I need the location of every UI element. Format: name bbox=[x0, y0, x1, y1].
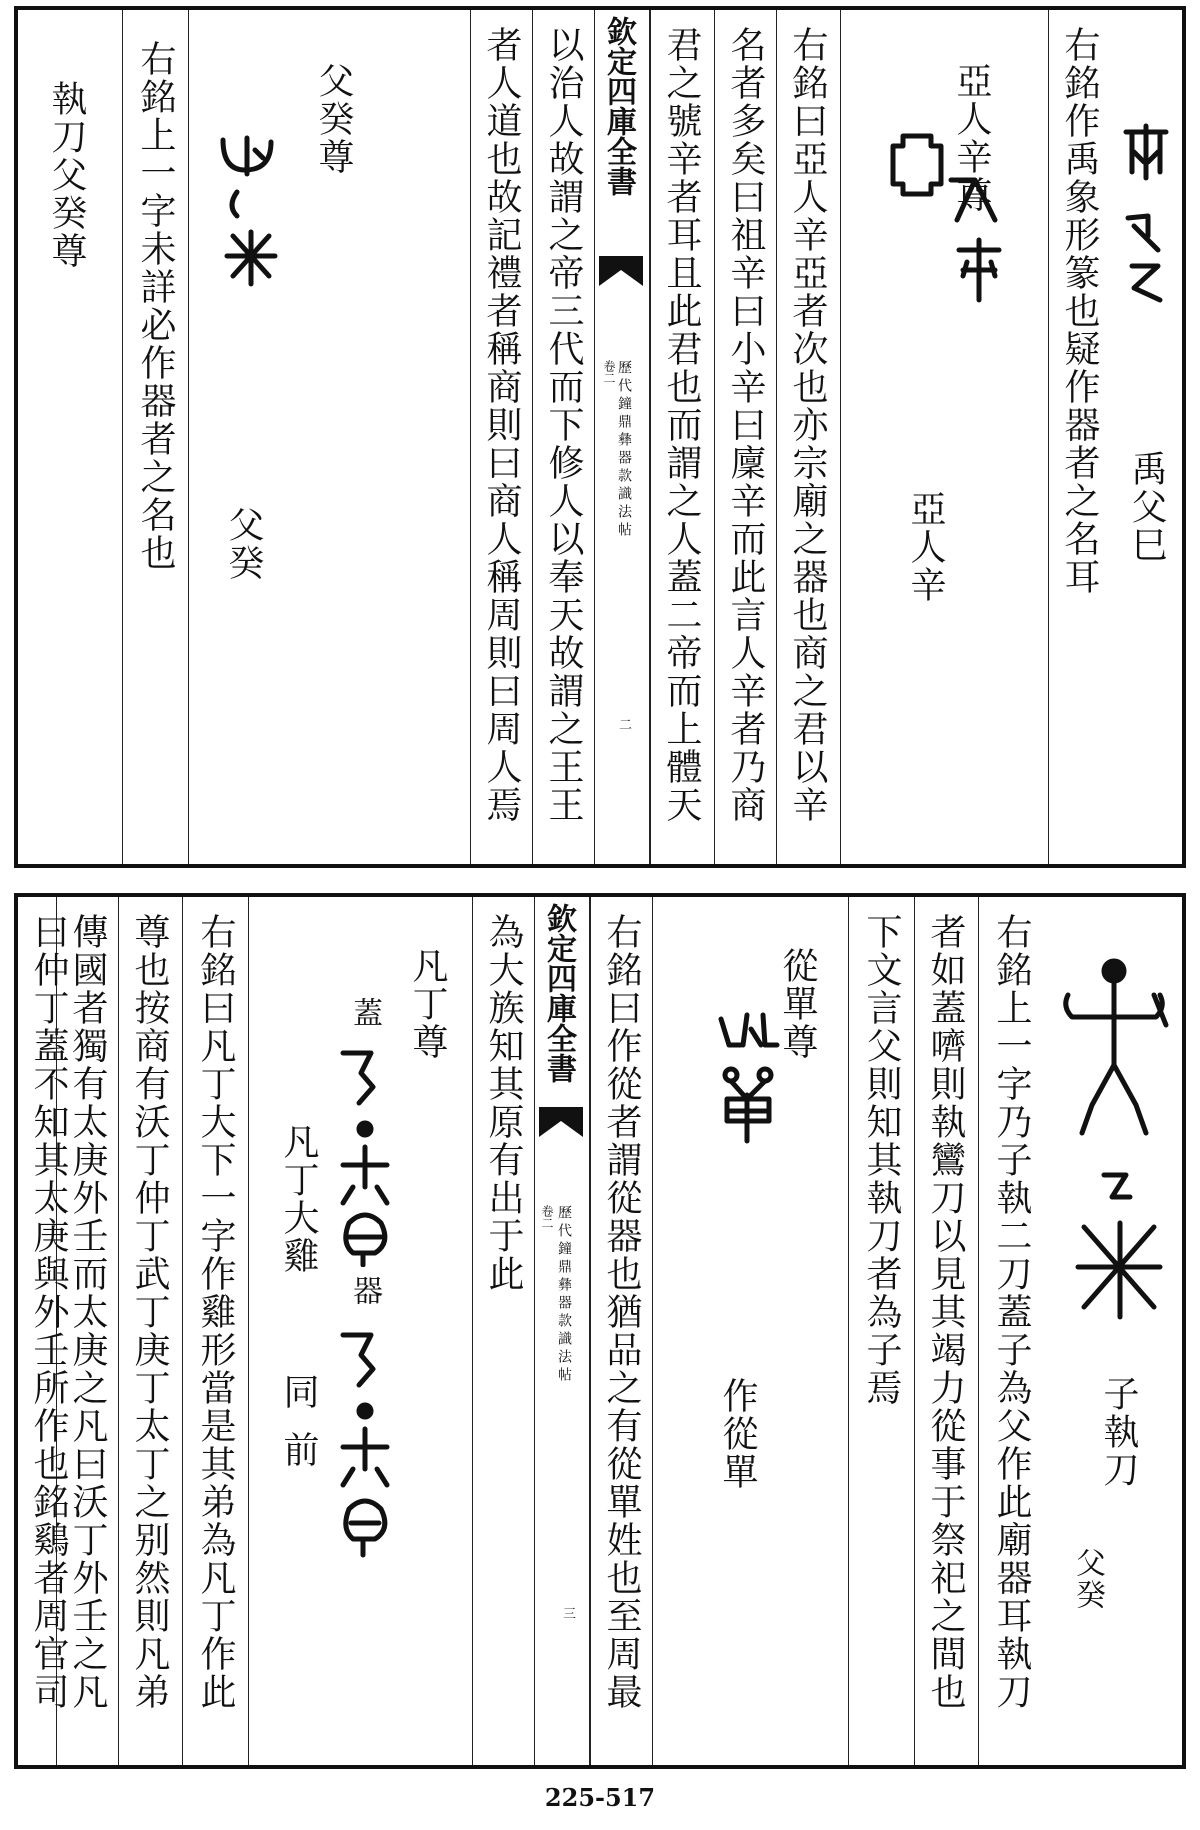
label-ya-ren-xin: 亞人辛 bbox=[905, 490, 946, 604]
seal-glyph-fanding-lid bbox=[329, 1047, 399, 1271]
label-yu-fu-ji: 禹父巳 bbox=[1126, 450, 1167, 564]
book-subtitle: 歷代鐘鼎彝器款識法帖 bbox=[556, 1205, 572, 1385]
column-zhidao-title bbox=[18, 10, 122, 864]
label-same-as-above: 同前 bbox=[278, 1373, 319, 1489]
label-zuo-cong-dan: 作從單 bbox=[717, 1377, 758, 1491]
top-page bbox=[14, 6, 1186, 868]
book-title: 欽定四庫全書 bbox=[541, 903, 576, 1083]
column-fugui-zun bbox=[188, 10, 470, 864]
column-text bbox=[848, 897, 914, 1765]
seal-glyph-ren-xin bbox=[941, 170, 1011, 314]
vessel-title: 凡丁尊 bbox=[407, 947, 448, 1061]
text-line: 傳國者獨有太庚外壬而太庚之凡曰沃丁外壬之凡 bbox=[67, 913, 108, 1711]
leaf-number: 三 bbox=[563, 1607, 577, 1622]
label-lid: 蓋 bbox=[347, 997, 382, 1029]
seal-glyph-zuo-cong bbox=[713, 1005, 783, 1069]
fishtail-mark bbox=[599, 256, 643, 286]
column-text bbox=[1048, 10, 1110, 864]
column-text bbox=[182, 897, 248, 1765]
label-fu-gui: 父癸 bbox=[1070, 1547, 1105, 1611]
text-line: 者如蓋嚌則執鸞刀以見其竭力從事于祭祀之間也 bbox=[925, 913, 966, 1711]
book-title: 欽定四庫全書 bbox=[601, 16, 636, 196]
column-yaren-xin bbox=[840, 10, 1048, 864]
label-fanding-daji: 凡丁大雞 bbox=[278, 1123, 319, 1275]
vessel-title: 父癸尊 bbox=[313, 62, 354, 176]
text-line: 以治人故謂之帝三代而下修人以奉天故謂之王王 bbox=[543, 26, 584, 824]
seal-glyph-dan bbox=[713, 1065, 783, 1149]
column-zi-zhidao bbox=[1044, 897, 1182, 1765]
vessel-title: 亞人辛尊 bbox=[951, 62, 992, 214]
label-zi-zhidao: 子執刀 bbox=[1098, 1375, 1139, 1489]
column-text bbox=[978, 897, 1044, 1765]
seal-glyph-yu bbox=[1120, 122, 1172, 186]
column-text bbox=[122, 10, 188, 864]
column-text bbox=[472, 897, 534, 1765]
leaf-number: 二 bbox=[619, 718, 633, 733]
fishtail-mark bbox=[539, 1107, 583, 1137]
page-number: 225-517 bbox=[544, 1783, 656, 1812]
column-text bbox=[714, 10, 776, 864]
text-line: 右銘作禹象形篆也疑作器者之名耳 bbox=[1059, 26, 1100, 596]
text-line: 君之號辛者耳且此君也而謂之人蓋二帝而上體天 bbox=[661, 26, 702, 824]
column-yu-label bbox=[1110, 10, 1182, 864]
text-line: 右銘曰亞人辛亞者次也亦宗廟之器也商之君以辛 bbox=[787, 26, 828, 824]
text-line: 者人道也故記禮者稱商則曰商人稱周則曰周人焉 bbox=[481, 26, 522, 824]
text-line: 右銘曰凡丁大下一字作雞形當是其弟為凡丁作此 bbox=[195, 913, 236, 1711]
volume-label: 卷二 bbox=[602, 360, 616, 384]
bottom-page bbox=[14, 893, 1186, 1769]
vessel-title: 執刀父癸尊 bbox=[46, 80, 87, 270]
column-text bbox=[650, 10, 714, 864]
seal-glyph-fanding-vessel bbox=[329, 1329, 399, 1563]
volume-label: 卷二 bbox=[540, 1205, 554, 1229]
seal-glyph-fu-gui bbox=[223, 186, 283, 300]
seal-glyph-fu-ji bbox=[1118, 210, 1174, 314]
seal-glyph-fu-gui bbox=[1064, 1167, 1174, 1341]
column-text bbox=[532, 10, 594, 864]
column-text bbox=[914, 897, 978, 1765]
vessel-title: 從單尊 bbox=[777, 947, 818, 1061]
label-fu-gui: 父癸 bbox=[223, 506, 264, 582]
column-fanding-zun bbox=[248, 897, 472, 1765]
column-text bbox=[470, 10, 532, 864]
text-line: 尊也按商有沃丁仲丁武丁庚丁太丁之别然則凡弟 bbox=[129, 913, 170, 1711]
column-text bbox=[776, 10, 840, 864]
seal-glyph-ya-frame bbox=[887, 130, 947, 204]
seal-glyph-zhi-dao bbox=[215, 130, 285, 194]
text-line: 右銘上一字未詳必作器者之名也 bbox=[135, 40, 176, 572]
text-line: 名者多矣曰祖辛曰小辛曰廩辛而此言人辛者乃商 bbox=[725, 26, 766, 824]
text-line: 下文言父則知其執刀者為子焉 bbox=[861, 913, 902, 1407]
column-text bbox=[590, 897, 652, 1765]
text-line: 右銘曰作從者謂從器也猶品之有從單姓也至周最 bbox=[601, 913, 642, 1711]
fold-band bbox=[534, 897, 590, 1765]
column-text bbox=[0, 897, 69, 1765]
column-text bbox=[118, 897, 182, 1765]
text-line: 為大族知其原有出于此 bbox=[483, 913, 524, 1293]
label-vessel: 器 bbox=[347, 1275, 382, 1307]
column-congdan-zun bbox=[652, 897, 848, 1765]
fold-band bbox=[594, 10, 650, 864]
seal-glyph-zi-zhidao bbox=[1054, 955, 1174, 1149]
book-subtitle: 歷代鐘鼎彝器款識法帖 bbox=[616, 360, 632, 540]
text-line: 右銘上一字乃子執二刀蓋子為父作此廟器耳執刀 bbox=[991, 913, 1032, 1711]
text-line: 曰仲丁蓋不知其太庚與外壬所作也銘鷄者周官司 bbox=[28, 913, 69, 1711]
